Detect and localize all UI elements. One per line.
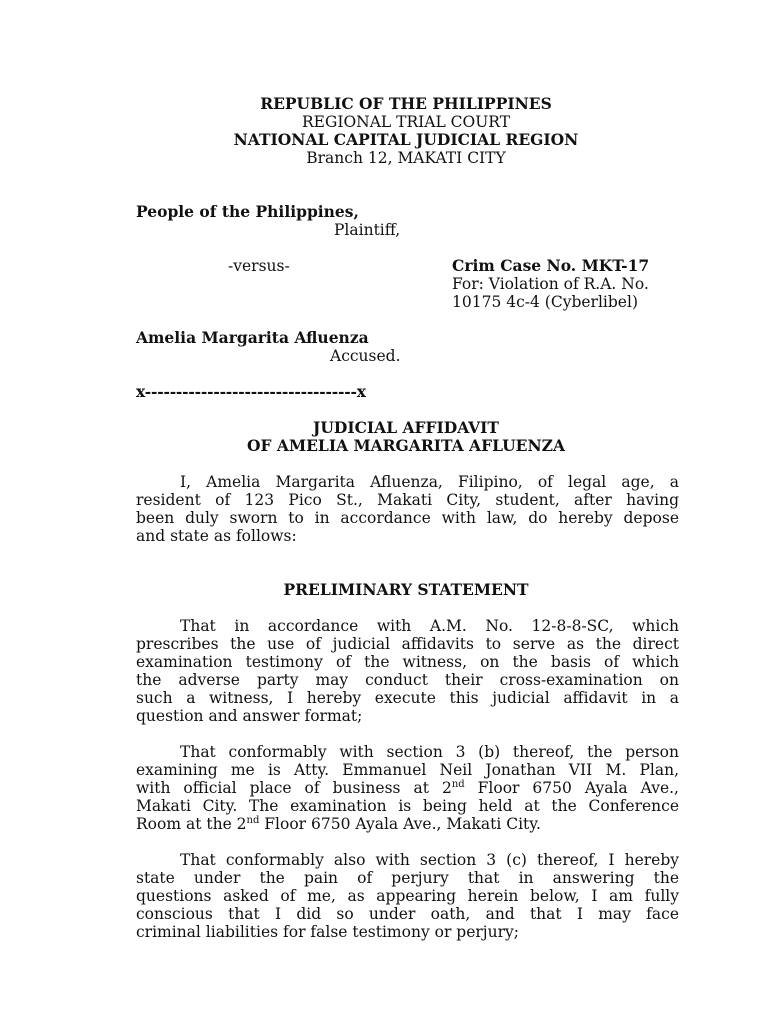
intro-line: been duly sworn to in accordance with law, do hereby depose xyxy=(136,509,679,527)
affidavit-title: JUDICIAL AFFIDAVIT xyxy=(313,418,499,437)
paragraph-3 xyxy=(136,851,679,941)
case-number: Crim Case No. MKT-17 xyxy=(452,256,650,275)
intro-line: I, Amelia Margarita Afluenza, Filipino, of legal age, a xyxy=(180,473,679,491)
header-republic: REPUBLIC OF THE PHILIPPINES xyxy=(260,94,552,113)
paragraph-line: conscious that I did so under oath, and that I may face xyxy=(136,905,679,923)
section-heading: PRELIMINARY STATEMENT xyxy=(283,580,529,599)
intro-line: and state as follows: xyxy=(136,527,297,545)
paragraph-line: That conformably also with section 3 (c) thereof, I hereby xyxy=(180,851,679,869)
header-region: NATIONAL CAPITAL JUDICIAL REGION xyxy=(233,130,579,149)
paragraph-line: That in accordance with A.M. No. 12-8-8-SC, which xyxy=(180,617,679,635)
header-court: REGIONAL TRIAL COURT xyxy=(301,113,511,131)
plaintiff-name: People of the Philippines, xyxy=(136,202,359,221)
header-branch: Branch 12, MAKATI CITY xyxy=(306,149,506,167)
text-segment: Floor 6750 Ayala Ave., Makati City. xyxy=(259,815,541,833)
paragraph-line: prescribes the use of judicial affidavits to serve as the direct xyxy=(136,635,679,653)
intro-paragraph xyxy=(136,473,679,545)
text-segment: Floor 6750 Ayala Ave., xyxy=(464,779,679,797)
paragraph-1 xyxy=(136,617,679,725)
paragraph-line: Makati City. The examination is being held at the Conference xyxy=(136,797,679,815)
accused-role: Accused. xyxy=(330,347,401,365)
paragraph-line: the adverse party may conduct their cross-examination on xyxy=(136,671,679,689)
intro-line: resident of 123 Pico St., Makati City, student, after having xyxy=(136,491,679,509)
caption-separator: x----------------------------------x xyxy=(136,382,366,401)
paragraph-line xyxy=(136,779,679,797)
paragraph-line: questions asked of me, as appearing herein below, I am fully xyxy=(136,887,679,905)
ordinal-suffix: nd xyxy=(451,779,465,790)
plaintiff-role: Plaintiff, xyxy=(334,221,401,239)
paragraph-line: criminal liabilities for false testimony or perjury; xyxy=(136,923,519,941)
text-segment: with official place of business at 2 xyxy=(136,779,452,797)
paragraph-line: examination testimony of the witness, on the basis of which xyxy=(136,653,679,671)
paragraph-line: examining me is Atty. Emmanuel Neil Jonathan VII M. Plan, xyxy=(136,761,679,779)
paragraph-line: question and answer format; xyxy=(136,707,363,725)
violation-line-1: For: Violation of R.A. No. xyxy=(452,275,649,293)
paragraph-2 xyxy=(136,743,679,833)
versus-label: -versus- xyxy=(228,257,290,275)
paragraph-line: state under the pain of perjury that in answering the xyxy=(136,869,679,887)
paragraph-line: That conformably with section 3 (b) thereof, the person xyxy=(180,743,679,761)
accused-name: Amelia Margarita Afluenza xyxy=(136,328,369,347)
paragraph-line xyxy=(136,815,679,833)
affidavit-subtitle: OF AMELIA MARGARITA AFLUENZA xyxy=(247,436,565,455)
ordinal-suffix: nd xyxy=(246,815,260,826)
paragraph-line: such a witness, I hereby execute this judicial affidavit in a xyxy=(136,689,679,707)
violation-line-2: 10175 4c-4 (Cyberlibel) xyxy=(452,293,638,311)
text-segment: Room at the 2 xyxy=(136,815,247,833)
